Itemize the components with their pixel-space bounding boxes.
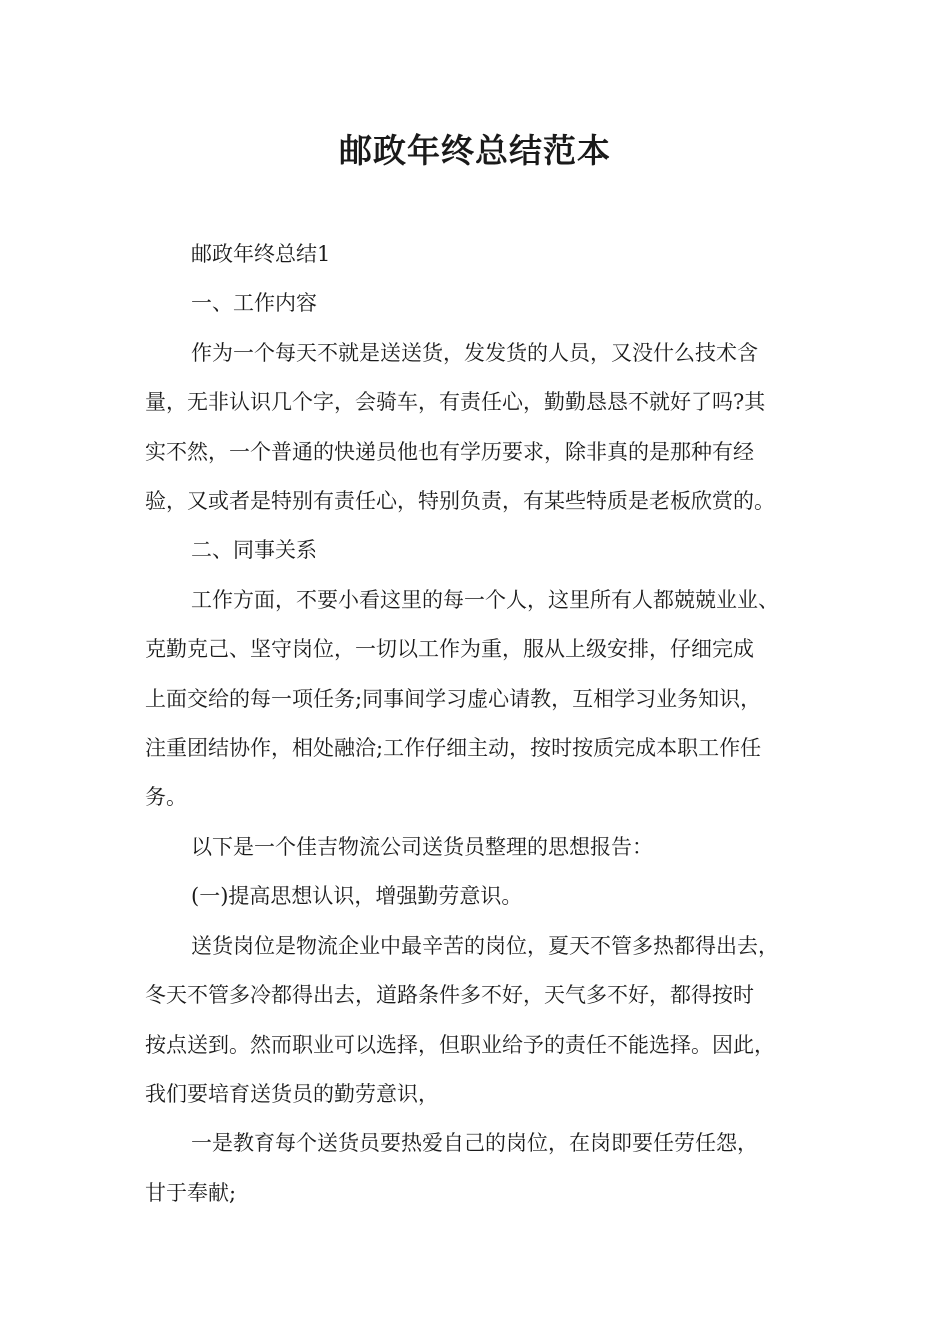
text-line: 验，又或者是特别有责任心，特别负责，有某些特质是老板欣赏的。 (145, 489, 775, 514)
document-title: 邮政年终总结范本 (339, 131, 611, 170)
text-line: 作为一个每天不就是送送货，发发货的人员，又没什么技术含 (191, 340, 758, 365)
paragraph-section-1 (145, 279, 835, 328)
paragraph (145, 576, 835, 823)
text-line: 冬天不管多冷都得出去，道路条件多不好，天气多不好，都得按时 (145, 983, 754, 1008)
text-line: 按点送到。然而职业可以选择，但职业给予的责任不能选择。因此， (145, 1032, 775, 1057)
text-line: 以下是一个佳吉物流公司送货员整理的思想报告： (191, 834, 653, 859)
document-body (145, 230, 835, 1218)
paragraph-subheading (145, 872, 835, 921)
text-line: 克勤克己、坚守岗位，一切以工作为重，服从上级安排，仔细完成 (145, 637, 754, 662)
paragraph-section-2 (145, 526, 835, 575)
paragraph (145, 823, 835, 872)
text-line: 实不然，一个普通的快递员他也有学历要求，除非真的是那种有经 (145, 439, 754, 464)
text-line: 注重团结协作，相处融洽;工作仔细主动，按时按质完成本职工作任 (145, 736, 762, 761)
text-line: 一、工作内容 (191, 291, 317, 316)
text-line: 工作方面，不要小看这里的每一个人，这里所有人都兢兢业业、 (191, 587, 779, 612)
text-line: 送货岗位是物流企业中最辛苦的岗位，夏天不管多热都得出去， (191, 933, 779, 958)
paragraph (145, 1119, 835, 1218)
paragraph (145, 922, 835, 1120)
text-line: 甘于奉献; (145, 1180, 237, 1205)
paragraph (145, 329, 835, 527)
text-line: 邮政年终总结1 (191, 242, 331, 266)
text-line: 上面交给的每一项任务;同事间学习虚心请教，互相学习业务知识， (145, 686, 762, 711)
paragraph-heading-1 (145, 230, 835, 279)
text-line: (一)提高思想认识，增强勤劳意识。 (191, 884, 523, 909)
text-line: 二、同事关系 (191, 538, 317, 563)
text-line: 一是教育每个送货员要热爱自己的岗位，在岗即要任劳任怨， (191, 1131, 758, 1156)
text-line: 量，无非认识几个字，会骑车，有责任心，勤勤恳恳不就好了吗?其 (145, 390, 766, 415)
text-line: 务。 (145, 785, 187, 810)
text-line: 我们要培育送货员的勤劳意识， (145, 1081, 439, 1106)
